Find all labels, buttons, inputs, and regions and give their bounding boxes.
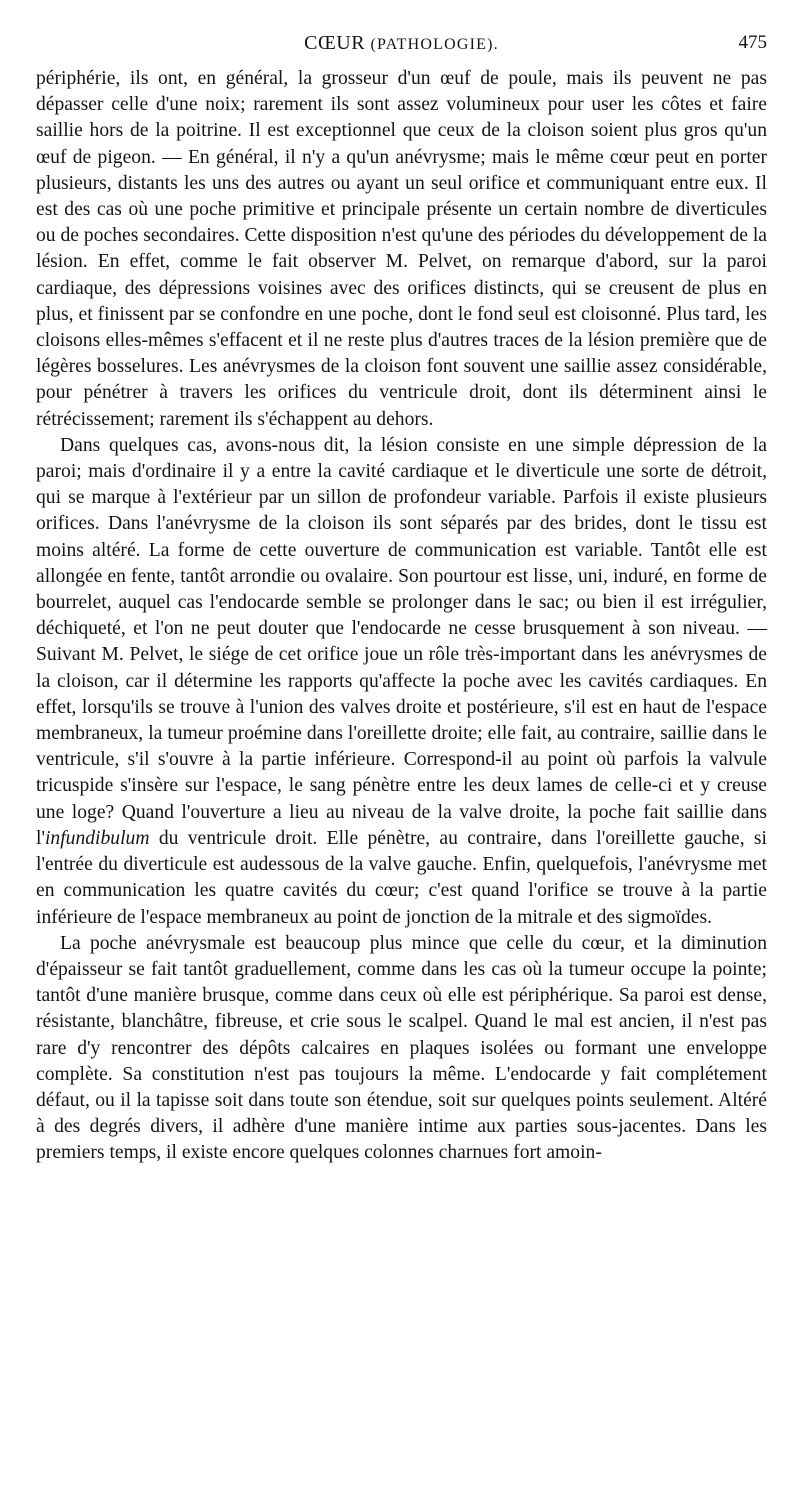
running-title: [36, 32, 767, 55]
italic-term: infundibulum: [44, 827, 150, 849]
paragraph-1: périphérie, ils ont, en général, la grosseur d'un œuf de poule, mais ils peuvent ne pas dépasser celle d'une noix; rarement ils sont assez volumineux pour user les côtes et faire saillie hors de la poitrine. Il est exceptionnel que ceux de la cloison soient plus gros qu'un œuf de pigeon. — En général, il n'y a qu'un anévrysme; mais le même cœur peut en porter plusieurs, distants les uns des autres ou ayant un seul orifice et communiquant entre eux. Il est des cas où une poche primitive et principale présente un certain nombre de diverticules ou de poches secondaires. Cette disposition n'est qu'une des périodes du développement de la lésion. En effet, comme le fait observer M. Pelvet, on remarque d'abord, sur la paroi cardiaque, des dépressions voisines avec des orifices distincts, qui se creusent de plus en plus, et finissent par se confondre en une poche, dont le fond seul est cloisonné. Plus tard, les cloisons elles-mêmes s'effacent et il ne reste plus d'autres traces de la lésion première que de légères bosselures. Les anévrysmes de la cloison font souvent une saillie assez considérable, pour pénétrer à travers les orifices du ventricule droit, dont ils déterminent ainsi le rétrécissement; rarement ils s'échappent au dehors.: [36, 68, 767, 430]
body-text: [36, 66, 767, 1167]
header-subtitle: (PATHOLOGIE).: [370, 36, 499, 53]
page-number: 475: [738, 32, 767, 53]
paragraph-3: La poche anévrysmale est beaucoup plus mince que celle du cœur, et la diminution d'épaisseur se fait tantôt graduellement, comme dans les cas où la tumeur occupe la pointe; tantôt d'une manière brusque, comme dans ceux où elle est périphérique. Sa paroi est dense, résistante, blanchâtre, fibreuse, et crie sous le scalpel. Quand le mal est ancien, il n'est pas rare d'y rencontrer des dépôts calcaires en plaques isolées ou formant une enveloppe complète. Sa constitution n'est pas toujours la même. L'endocarde y fait complétement défaut, ou il la tapisse soit dans toute son étendue, soit sur quelques points seulement. Altéré à des degrés divers, il adhère d'une manière intime aux parties sous-jacentes. Dans les premiers temps, il existe encore quelques colonnes charnues fort amoin-: [36, 932, 767, 1164]
running-header: [36, 30, 767, 60]
document-page: [36, 30, 767, 1167]
header-title: CŒUR: [304, 32, 366, 54]
paragraph-2: Dans quelques cas, avons-nous dit, la lésion consiste en une simple dépression de la paroi; mais d'ordinaire il y a entre la cavité cardiaque et le diverticule une sorte de détroit, qui se marque à l'extérieur par un sillon de profondeur variable. Parfois il existe plusieurs orifices. Dans l'anévrysme de la cloison ils sont séparés par des brides, dont le tissu est moins altéré. La forme de cette ouverture de communication est variable. Tantôt elle est allongée en fente, tantôt arrondie ou ovalaire. Son pourtour est lisse, uni, induré, en forme de bourrelet, auquel cas l'endocarde semble se prolonger dans le sac; ou bien il est irrégulier, déchiqueté, et l'on ne peut douter que l'endocarde ne cesse brusquement à son niveau. — Suivant M. Pelvet, le siége de cet orifice joue un rôle très-important dans les anévrysmes de la cloison, car il détermine les rapports qu'affecte la poche avec les cavités cardiaques. En effet, lorsqu'ils se trouve à l'union des valves droite et postérieure, s'il est en haut de l'espace membraneux, la tumeur proémine dans l'oreillette droite; elle fait, au contraire, saillie dans le ventricule, s'il s'ouvre à la partie inférieure. Correspond-il au point où parfois la valvule tricuspide s'insère sur l'espace, le sang pénètre entre les deux lames de celle-ci et y creuse une loge? Quand l'ouverture a lieu au niveau de la valve droite, la poche fait saillie dans l'infundibulum du ventricule droit. Elle pénètre, au contraire, dans l'oreillette gauche, si l'entrée du diverticule est audessous de la valve gauche. Enfin, quelquefois, l'anévrysme met en communication les quatre cavités du cœur; c'est quand l'orifice se trouve à la partie inférieure de l'espace membraneux au point de jonction de la mitrale et des sigmoïdes.: [36, 434, 767, 928]
